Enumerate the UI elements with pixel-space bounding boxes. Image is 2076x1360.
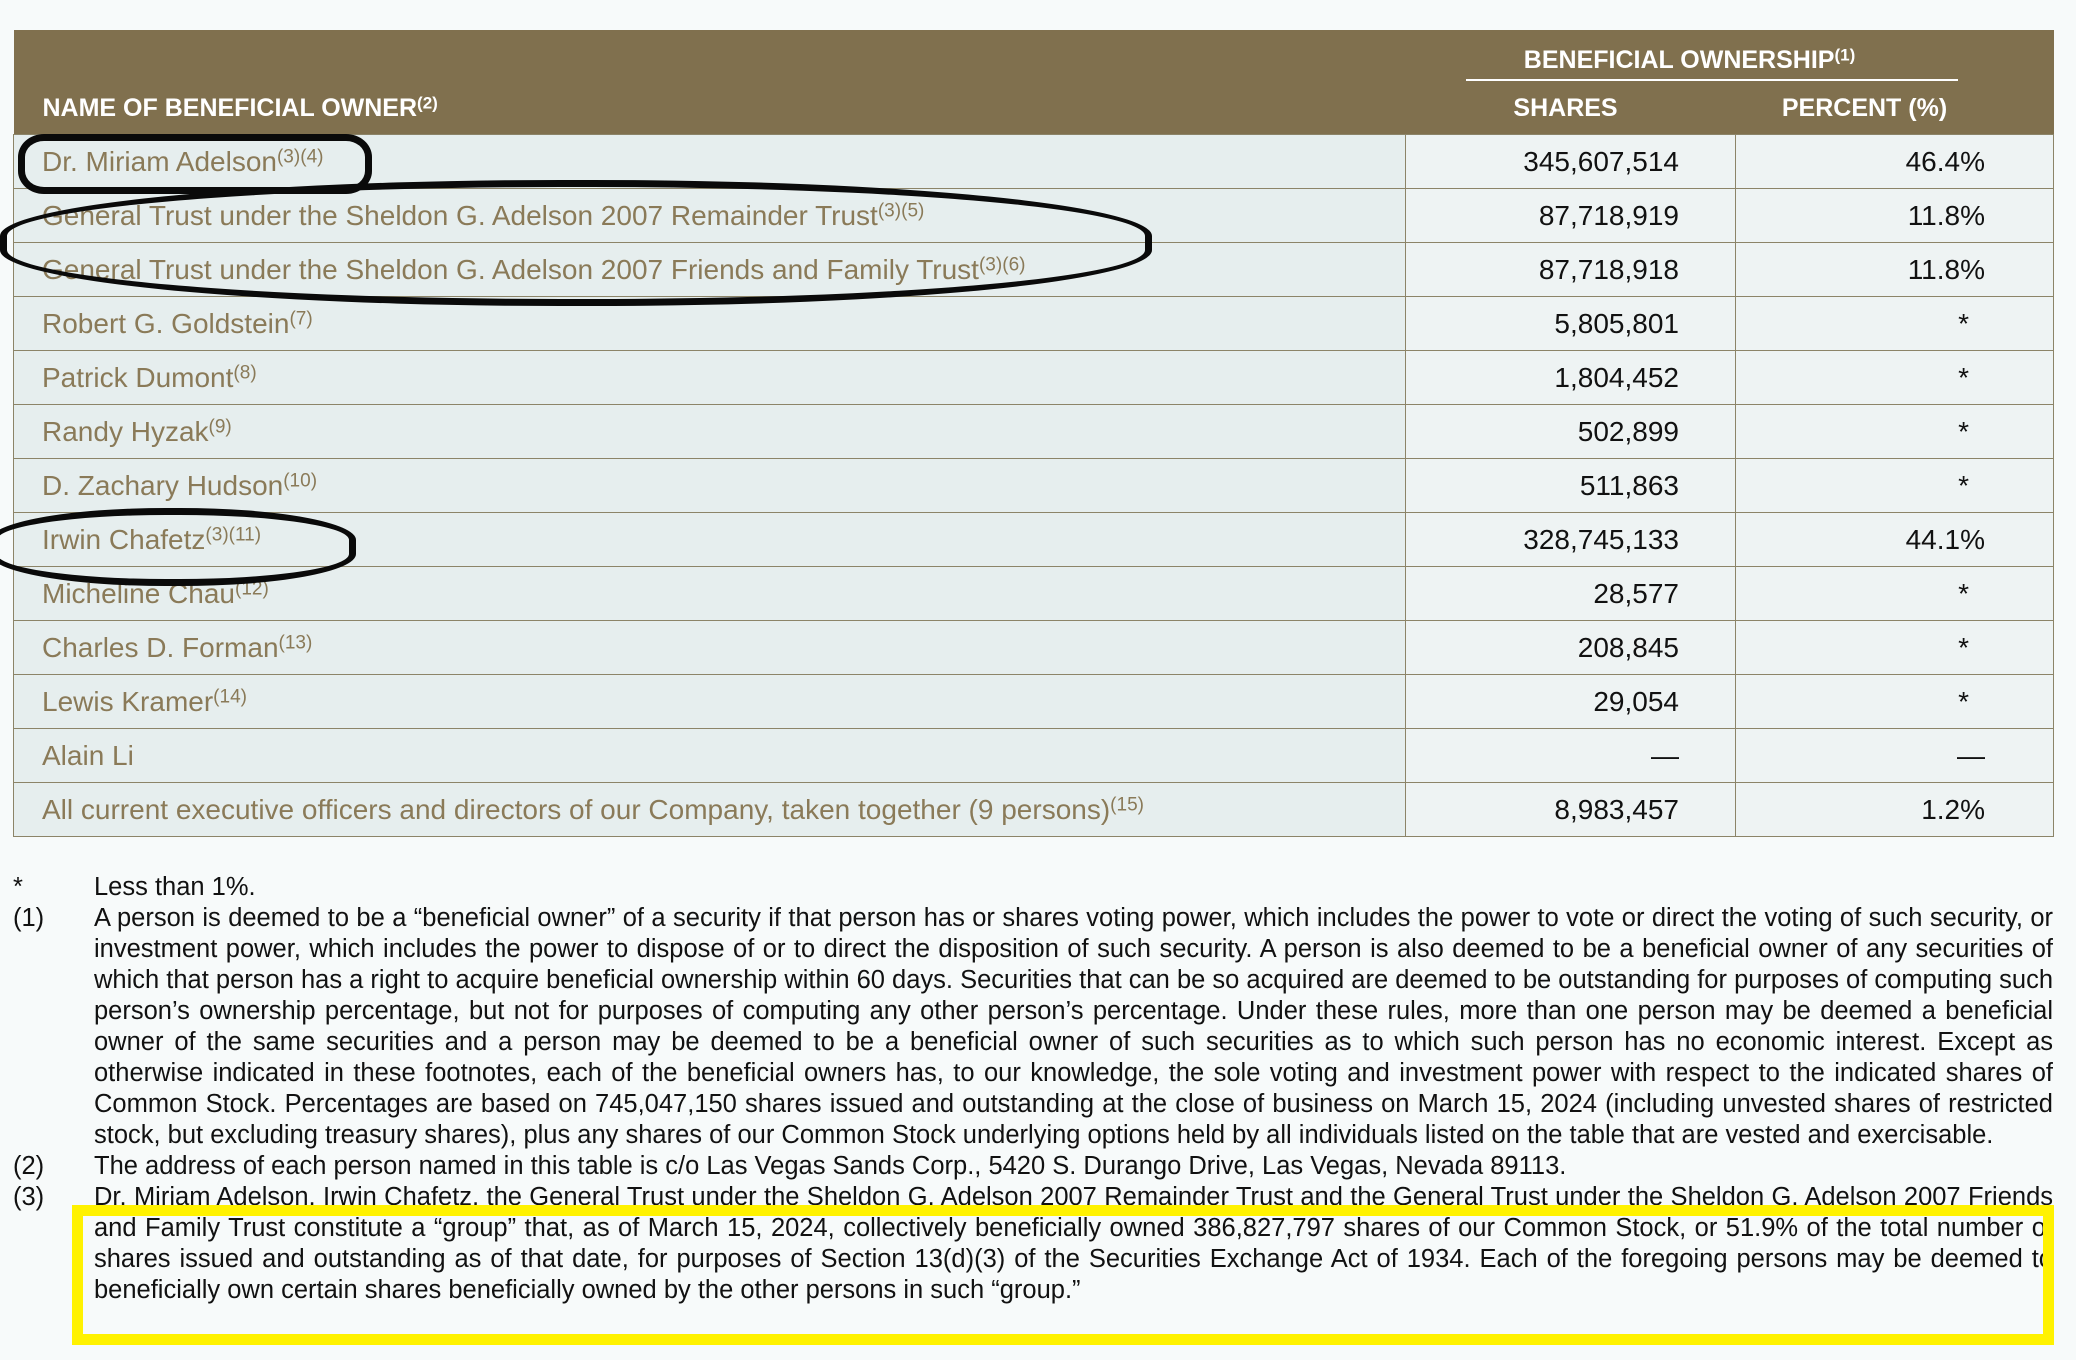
table-row [14,675,2054,729]
table-row [14,135,2054,189]
percent-cell: * [1736,621,2054,675]
footnote [13,903,2053,1151]
owner-name: Lewis Kramer [42,685,214,717]
footnote-text: Dr. Miriam Adelson, Irwin Chafetz, the General Trust under the Sheldon G. Adelson 2007 Remainder Trust and the General Trust under the Sheldon G. Adelson 2007 Friends and Family Trust constitute a “group” that, as of March 15, 2024, collectively beneficially owned 386,827,797 shares of our Common Stock, or 51.9% of the total number of shares issued and outstanding as of that date, for purposes of Section 13(d)(3) of the Securities Exchange Act of 1934. Each of the foregoing persons may be deemed to beneficially own certain shares beneficially owned by the other persons in such “group.” [94,1183,2053,1304]
table-row [14,621,2054,675]
owner-name-cell [14,567,1406,621]
owner-name-cell [14,621,1406,675]
owner-footnote-ref: (12) [235,577,269,599]
owner-name-cell [14,297,1406,351]
owner-footnote-ref: (3)(5) [877,199,925,221]
shares-cell: 1,804,452 [1406,351,1736,405]
table-row [14,459,2054,513]
shares-cell: 29,054 [1406,675,1736,729]
percent-cell: 11.8% [1736,189,2054,243]
owner-footnote-ref: (10) [283,469,318,491]
owner-name-cell [14,405,1406,459]
group-header-rule [1466,79,1958,81]
percent-cell: 44.1% [1736,513,2054,567]
shares-cell: 5,805,801 [1406,297,1736,351]
footnotes [13,872,2053,1306]
owner-name: All current executive officers and directors of our Company, taken together (9 persons) [42,793,1111,825]
footnote-mark: (1) [13,904,45,932]
owner-name-cell [14,135,1406,189]
shares-cell: 87,718,918 [1406,243,1736,297]
footnote-text: A person is deemed to be a “beneficial owner” of a security if that person has or shares voting power, which includes the power to vote or direct the voting of such security, or investment power, which includes the power to dispose of or to direct the disposition of such security. A person is also deemed to be a beneficial owner of any securities of which that person has a right to acquire beneficial ownership within 60 days. Securities that can be so acquired are deemed to be outstanding for purposes of computing such person’s ownership percentage, but not for purposes of computing any other person’s percentage. Under these rules, more than one person may be deemed a beneficial owner of the same securities and a person may be deemed to be a beneficial owner of such securities as to which such person has no economic interest. Except as otherwise indicated in these footnotes, each of the beneficial owners has, to our knowledge, the sole voting and investment power with respect to the indicated shares of Common Stock. Percentages are based on 745,047,150 shares issued and outstanding at the close of business on March 15, 2024 (including unvested shares of restricted stock, but excluding treasury shares), plus any shares of our Common Stock underlying options held by all individuals listed on the table that are vested and exercisable. [94,904,2054,1149]
owner-name-cell [14,189,1406,243]
footnote-text: The address of each person named in this table is c/o Las Vegas Sands Corp., 5420 S. Durango Drive, Las Vegas, Nevada 89113. [94,1152,1567,1180]
owner-name-cell [14,783,1406,837]
name-header-label: NAME OF BENEFICIAL OWNER [42,94,418,122]
table-row [14,567,2054,621]
table-row [14,351,2054,405]
owner-name-cell [14,729,1406,783]
beneficial-ownership-table [13,30,2054,837]
owner-footnote-ref: (8) [233,361,257,383]
shares-cell: 87,718,919 [1406,189,1736,243]
owner-name-cell [14,351,1406,405]
name-header-footnote-ref: (2) [417,93,438,113]
percent-cell: — [1736,729,2054,783]
table-row [14,297,2054,351]
shares-cell: 208,845 [1406,621,1736,675]
table-row [14,189,2054,243]
percent-cell: * [1736,567,2054,621]
table-row [14,729,2054,783]
owner-footnote-ref: (14) [213,685,248,707]
header-spacer [14,30,1406,83]
footnote [13,1182,2053,1306]
shares-cell: — [1406,729,1736,783]
footnote-text: Less than 1%. [94,873,256,901]
percent-cell: * [1736,675,2054,729]
shares-column-header: SHARES [1406,83,1736,135]
shares-cell: 8,983,457 [1406,783,1736,837]
table-row [14,783,2054,837]
footnote-mark: (3) [13,1183,45,1211]
group-header-label: BENEFICIAL OWNERSHIP [1523,46,1835,74]
owner-name: Robert G. Goldstein [42,307,290,339]
owner-name: Randy Hyzak [42,415,209,447]
percent-cell: 46.4% [1736,135,2054,189]
percent-header-label: PERCENT (%) [1781,94,1948,122]
beneficial-ownership-group-header [1406,30,2054,83]
footnote [13,872,2053,903]
percent-cell: 11.8% [1736,243,2054,297]
footnote [13,1151,2053,1182]
owner-footnote-ref: (9) [208,415,232,437]
percent-cell: * [1736,351,2054,405]
shares-cell: 345,607,514 [1406,135,1736,189]
owner-name: D. Zachary Hudson [42,469,284,501]
owner-name: Alain Li [42,739,134,771]
owner-name: Patrick Dumont [42,361,234,393]
owner-name: Irwin Chafetz [42,523,206,555]
owner-footnote-ref: (3)(11) [205,523,262,545]
owner-name-cell [14,513,1406,567]
owner-name-cell [14,243,1406,297]
owner-name-cell [14,459,1406,513]
percent-cell: * [1736,405,2054,459]
owner-name: Micheline Chau [42,577,235,609]
shares-cell: 28,577 [1406,567,1736,621]
shares-cell: 502,899 [1406,405,1736,459]
owner-name: General Trust under the Sheldon G. Adelson 2007 Friends and Family Trust [42,253,979,285]
table-row [14,405,2054,459]
percent-cell: * [1736,459,2054,513]
owner-footnote-ref: (3)(4) [276,145,324,167]
footnote-mark: * [13,873,23,901]
owner-footnote-ref: (13) [278,631,313,653]
table-row [14,243,2054,297]
percent-cell: 1.2% [1736,783,2054,837]
shares-cell: 328,745,133 [1406,513,1736,567]
shares-cell: 511,863 [1406,459,1736,513]
owner-footnote-ref: (15) [1110,793,1144,815]
owner-name: General Trust under the Sheldon G. Adelson 2007 Remainder Trust [42,199,878,231]
percent-cell: * [1736,297,2054,351]
percent-column-header [1736,83,2054,135]
owner-footnote-ref: (7) [289,307,313,329]
name-column-header [14,83,1406,135]
owner-name: Charles D. Forman [42,631,279,663]
group-header-footnote-ref: (1) [1834,45,1856,65]
owner-footnote-ref: (3)(6) [978,253,1026,275]
owner-name: Dr. Miriam Adelson [42,145,277,177]
table-row [14,513,2054,567]
footnote-mark: (2) [13,1152,45,1180]
owner-name-cell [14,675,1406,729]
